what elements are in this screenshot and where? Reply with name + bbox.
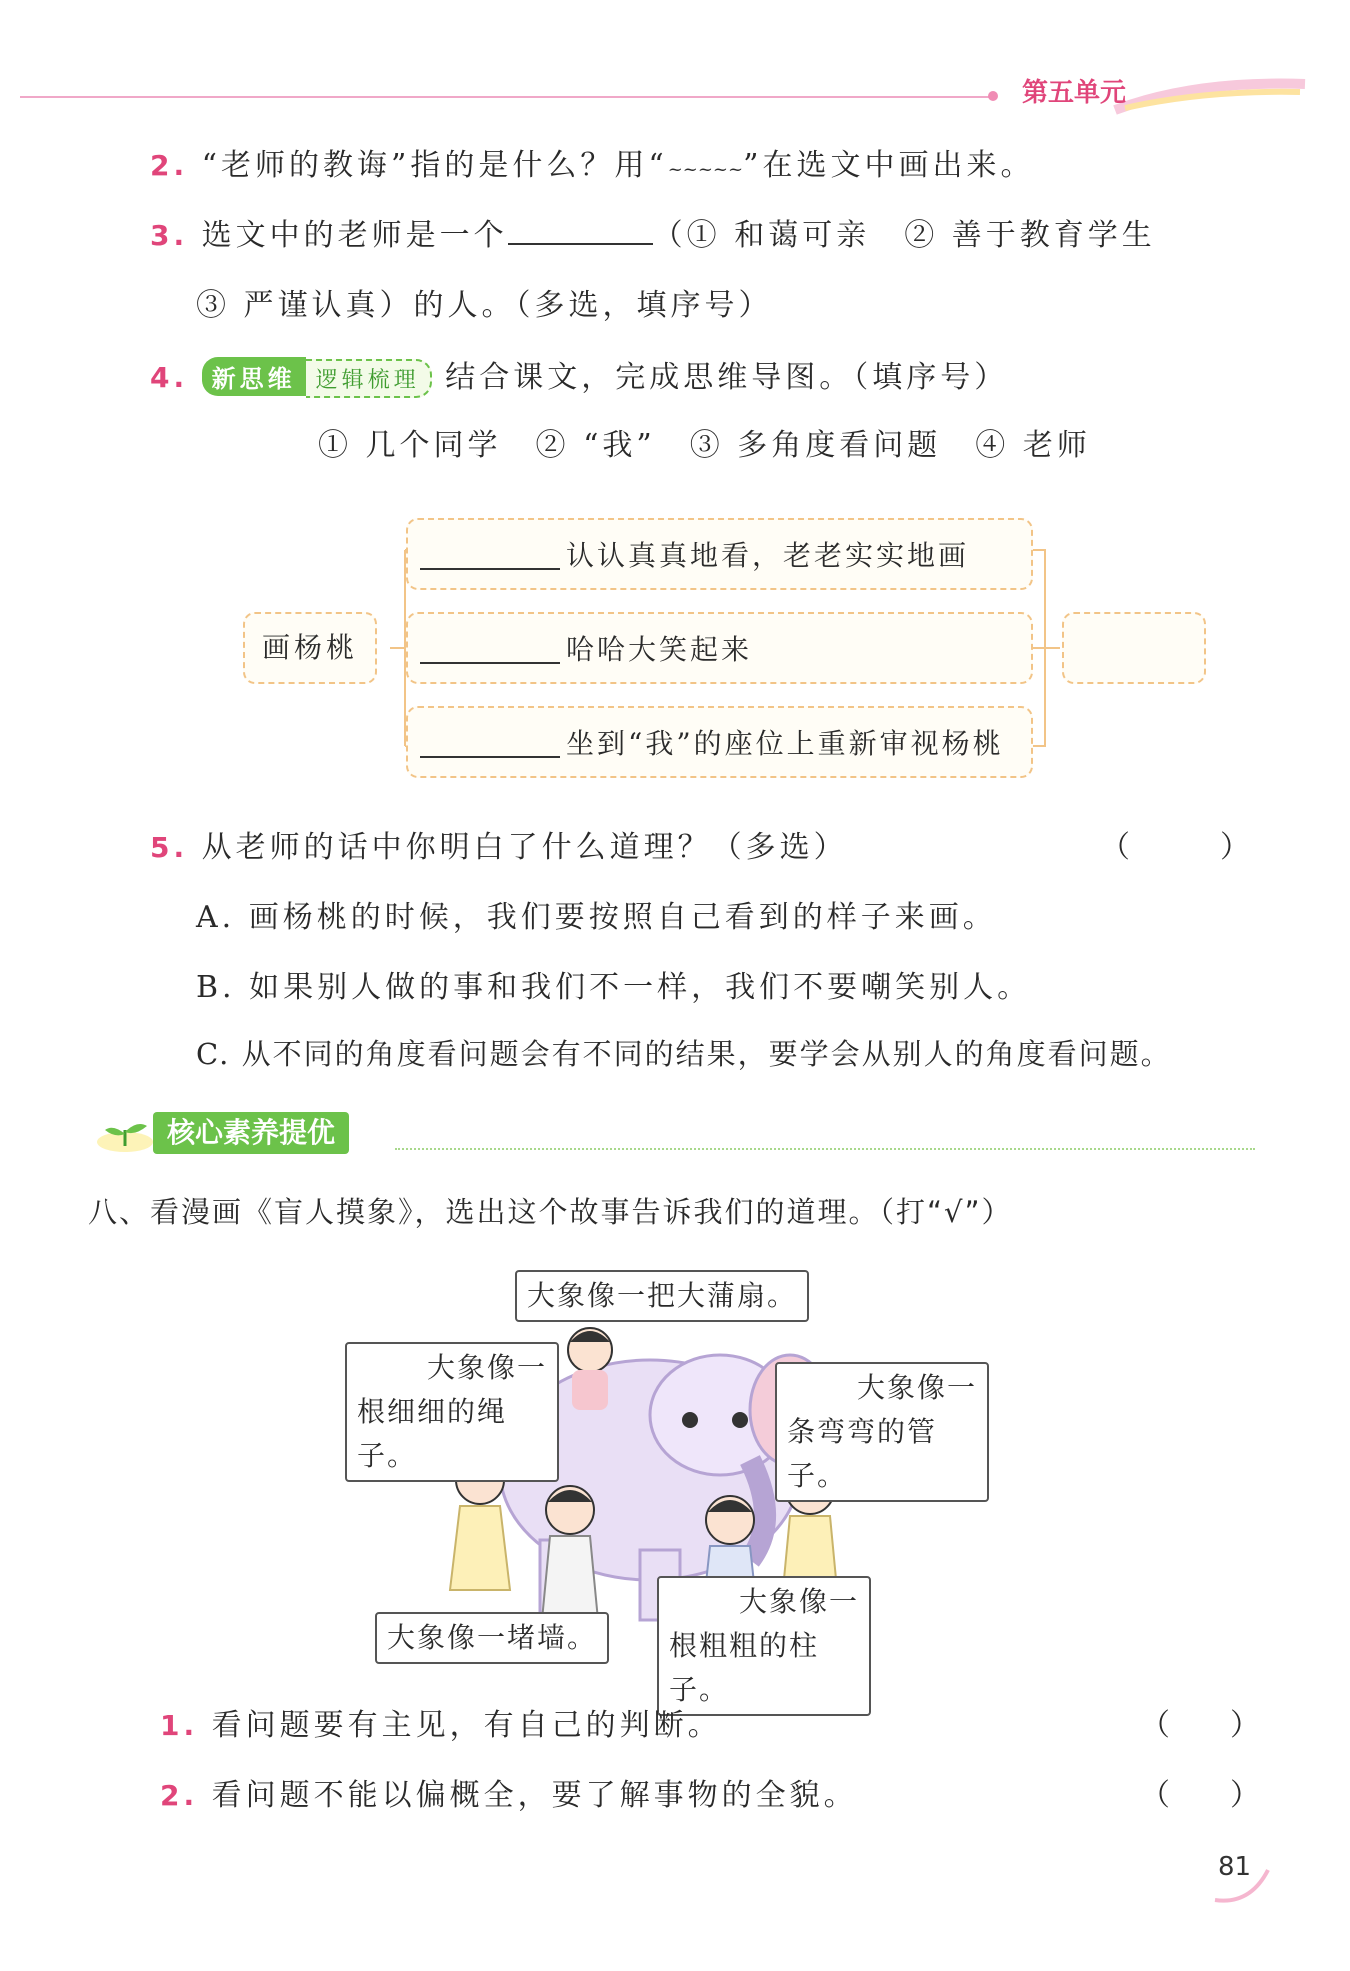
- mindmap-answer-box[interactable]: [1062, 612, 1206, 684]
- speech-bubble-wall: [375, 1612, 609, 1664]
- section-rule: [395, 1148, 1255, 1150]
- item-number: 2.: [160, 1779, 199, 1812]
- sprout-icon: [95, 1112, 155, 1154]
- question-4: [150, 352, 1008, 398]
- mindmap-branch-2: [406, 612, 1033, 684]
- question-3-line2: ③ 严谨认真）的人。（多选，填序号）: [196, 288, 773, 323]
- item-text: 看问题要有主见，有自己的判断。: [211, 1708, 722, 1743]
- answer-blank[interactable]: [420, 662, 560, 664]
- question-number: 4.: [150, 361, 189, 394]
- mindmap-root-label: 画杨桃: [261, 631, 358, 664]
- question-text: “老师的教诲”指的是什么？用“: [201, 148, 668, 183]
- section-title: 核心素养提优: [153, 1112, 349, 1154]
- item-number: 1.: [160, 1709, 199, 1742]
- wavy-line-mark: ~~~~~: [667, 159, 744, 180]
- answer-blank[interactable]: [420, 568, 560, 570]
- question-3: [150, 210, 1156, 254]
- answer-paren[interactable]: （ ）: [1140, 1708, 1260, 1743]
- header-rule: [20, 96, 990, 98]
- question-5: [150, 822, 848, 866]
- question-text-end: ”在选文中画出来。: [743, 148, 1035, 183]
- speech-bubble-rope: [345, 1342, 559, 1482]
- bubble-text: 条弯弯的管子。: [787, 1415, 938, 1492]
- item-text: 看问题不能以偏概全，要了解事物的全貌。: [211, 1778, 858, 1813]
- option-b: B. 如果别人做的事和我们不一样，我们不要嘲笑别人。: [196, 970, 1032, 1005]
- question-number: 3.: [150, 219, 189, 252]
- bubble-text: 大象像一堵墙。: [387, 1621, 598, 1654]
- bubble-text: 大象像一: [738, 1585, 859, 1618]
- speech-bubble-fan: [515, 1270, 809, 1322]
- q8-item-2: [160, 1770, 858, 1814]
- bubble-text: 大象像一把大蒲扇。: [527, 1279, 798, 1312]
- page-number: 81: [1218, 1852, 1252, 1882]
- bubble-text: 根细细的绳子。: [357, 1395, 508, 1472]
- answer-blank[interactable]: [508, 243, 653, 245]
- bubble-text: 大象像一: [856, 1371, 977, 1404]
- question-number: 2.: [150, 149, 189, 182]
- option-c: C. 从不同的角度看问题会有不同的结果，要学会从别人的角度看问题。: [196, 1037, 1172, 1071]
- speech-bubble-pipe: [775, 1362, 989, 1502]
- mindmap-root: [243, 612, 377, 684]
- mindmap-branch-3: [406, 706, 1033, 778]
- logic-tag: 逻辑梳理: [306, 359, 432, 398]
- unit-title: 第五单元: [1022, 78, 1127, 108]
- question-text: 从老师的话中你明白了什么道理？（多选）: [201, 830, 848, 865]
- question-number: 5.: [150, 831, 189, 864]
- answer-paren[interactable]: （ ）: [1100, 830, 1250, 865]
- speech-bubble-pillar: [657, 1576, 871, 1716]
- question-4-options: ① 几个同学 ② “我” ③ 多角度看问题 ④ 老师: [318, 428, 1091, 463]
- mindmap-branch-1: [406, 518, 1033, 590]
- question-text: 选文中的老师是一个: [201, 218, 508, 253]
- bubble-text: 大象像一: [426, 1351, 547, 1384]
- option-a: A. 画杨桃的时候，我们要按照自己看到的样子来画。: [196, 900, 997, 935]
- question-options: （① 和蔼可亲 ② 善于教育学生: [652, 218, 1156, 253]
- branch-label: 认认真真地看，老老实实地画: [566, 539, 970, 572]
- question-8-title: 八、看漫画《盲人摸象》，选出这个故事告诉我们的道理。（打“√”）: [88, 1195, 1013, 1229]
- branch-label: 哈哈大笑起来: [566, 633, 753, 666]
- q8-item-1: [160, 1700, 722, 1744]
- branch-label: 坐到“我”的座位上重新审视杨桃: [566, 727, 1004, 760]
- question-2: [150, 140, 1034, 184]
- question-text: 结合课文，完成思维导图。（填序号）: [445, 360, 1009, 395]
- answer-blank[interactable]: [420, 756, 560, 758]
- section-header: [95, 1112, 1255, 1154]
- new-thinking-tag: 新思维: [202, 357, 306, 396]
- answer-paren[interactable]: （ ）: [1140, 1778, 1260, 1813]
- bubble-text: 根粗粗的柱子。: [669, 1629, 820, 1706]
